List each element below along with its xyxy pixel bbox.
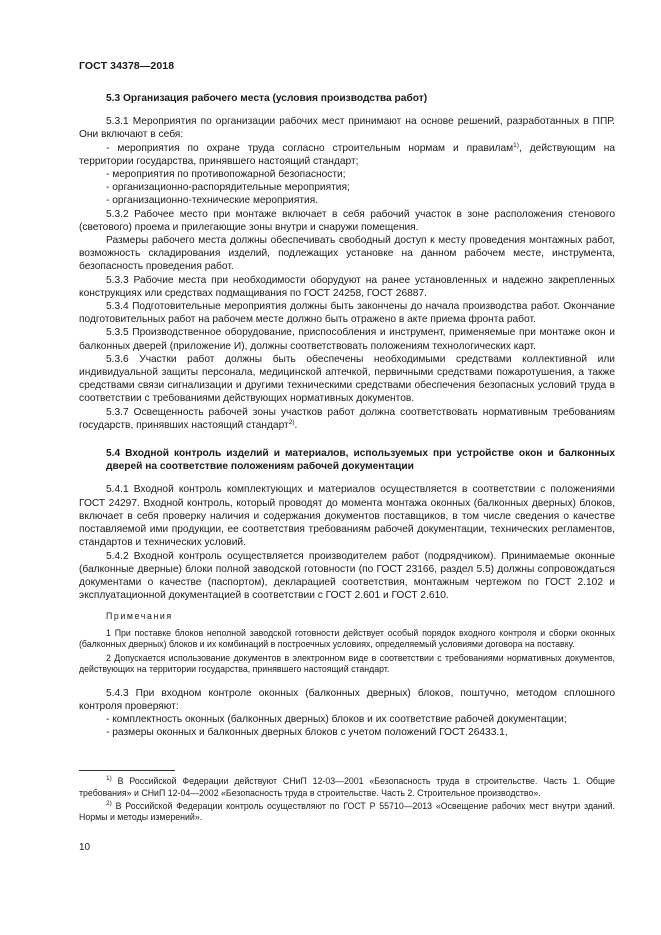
footnote-1: $^{1)}$ В Российской Федерации действуют СНиП 12-03—2001 «Безопасность труда в строительстве. Часть 1. Общие требования» и СНиП 12-04—2002 «Безопасность труда в строительстве. Часть 2. Строительное производство».: [79, 775, 615, 798]
section-5-4-title: 5.4 Входной контроль изделий и материалов, используемых при устройстве окон и балконных дверей на соответствие положениям рабочей документации: [106, 448, 615, 473]
note-1: 1 При поставке блоков неполной заводской готовности действует особый порядок входного контроля и сборки оконных (балконных дверных) блоков и их комбинаций в построечных условиях, определяемый условиями договора на поставку.: [79, 627, 615, 650]
list-item: - размеры оконных и балконных дверных блоков с учетом положений ГОСТ 26433.1,: [106, 727, 508, 739]
paragraph-5-3-6: 5.3.6 Участки работ должны быть обеспечены необходимыми средствами коллективной или индивидуальной защиты персонала, медицинской аптечкой, первичными средствами пожаротушения, а также средствами связи сигнализации и другими техническими средствами обеспечения безопасных условий труда в соответствии с требованиями действующих нормативных документов.: [79, 353, 615, 405]
notes-title: Примечания: [106, 611, 173, 622]
paragraph-5-3-5: 5.3.5 Производственное оборудование, приспособления и инструмент, применяемые при монтаже окон и балконных дверей (приложение И), должны соответствовать положениям технологических карт.: [79, 327, 615, 352]
main-content: [79, 92, 615, 740]
list-item: - мероприятия по противопожарной безопасности;: [106, 169, 346, 181]
footnotes: [79, 776, 615, 825]
paragraph-5-4-2: 5.4.2 Входной контроль осуществляется производителем работ (подрядчиком). Принимаемые оконные (балконные дверные) блоки полной заводской готовности (по ГОСТ 23166, раздел 5.5) должны сопровождаться документами о качестве (паспортом), декларацией соответствия, монтажным чертежом по ГОСТ 2.102 и эксплуатационной документацией в соответствии с ГОСТ 2.601 и ГОСТ 2.610.: [79, 550, 615, 602]
paragraph-5-4-1: 5.4.1 Входной контроль комплектующих и материалов осуществляется в соответствии с положениями ГОСТ 24297. Входной контроль, который проводят до момента монтажа оконных (балконных дверных) блоков, включает в себя проверку наличия и содержания документов поставщиков, в том числе сведения о качестве поставляемой ими продукции, ее соответствия требованиям рабочей документации, технических регламентов, стандартов и технических условий.: [79, 484, 615, 549]
footnote-ref-2[interactable]: 2): [288, 418, 295, 426]
paragraph-5-3-2: 5.3.2 Рабочее место при монтаже включает в себя рабочий участок в зоне расположения стенового (светового) проема и прилегающие зоны внутри и снаружи помещения.: [79, 208, 615, 233]
notes-block: [79, 611, 615, 676]
paragraph-workplace-size: Размеры рабочего места должны обеспечивать свободный доступ к месту проведения монтажных работ, возможность складирования изделий, подлежащих установке на данном рабочем месте, инструмента, безопасность проведения работ.: [79, 235, 615, 273]
paragraph-5-3-3: 5.3.3 Рабочие места при необходимости оборудуют на ранее установленных и надежно закрепленных конструкциях или средствах подмащивания по ГОСТ 24258, ГОСТ 26887.: [79, 274, 615, 299]
list-item: - организационно-технические мероприятия.: [106, 195, 319, 207]
list-item: - организационно-распорядительные мероприятия;: [106, 182, 350, 194]
paragraph-5-4-3: 5.4.3 При входном контроле оконных (балконных дверных) блоков, поштучно, методом сплошного контроля проверяют:: [79, 687, 615, 713]
document-header: ГОСТ 34378—2018: [79, 60, 175, 72]
page-number: 10: [79, 842, 91, 853]
paragraph-5-3-1: 5.3.1 Мероприятия по организации рабочих мест принимают на основе решений, разработанных в ППР. Они включают в себя:: [79, 116, 615, 141]
list-item: - мероприятия по охране труда согласно строительным нормам и правилам$^{1)}$, действующим на территории государства, принявшего настоящий стандарт;: [79, 141, 615, 167]
footnote-2: $^{2)}$ В Российской Федерации контроль осуществляют по ГОСТ Р 55710—2013 «Освещение рабочих мест внутри зданий. Нормы и методы измерений».: [79, 799, 615, 823]
footnote-ref-1[interactable]: 1): [513, 141, 519, 149]
note-2: 2 Допускается использование документов в электронном виде в соответствии с требованиями нормативных документов, действующих на территории государства, принявшего настоящий стандарт.: [79, 652, 615, 675]
footnote-divider: [79, 770, 175, 771]
paragraph-5-3-7: 5.3.7 Освещенность рабочей зоны участков работ должна соответствовать нормативным требованиям государств, принявших настоящий стандарт$^{2)}$.: [79, 406, 615, 431]
section-5-3-title: 5.3 Организация рабочего места (условия производства работ): [106, 93, 428, 104]
list-item: - комплектность оконных (балконных дверных) блоков и их соответствие рабочей документации;: [106, 714, 567, 726]
paragraph-5-3-4: 5.3.4 Подготовительные мероприятия должны быть закончены до начала производства работ. Окончание подготовительных работ на рабочем месте должно быть отражено в акте приема фронта работ.: [79, 301, 615, 326]
